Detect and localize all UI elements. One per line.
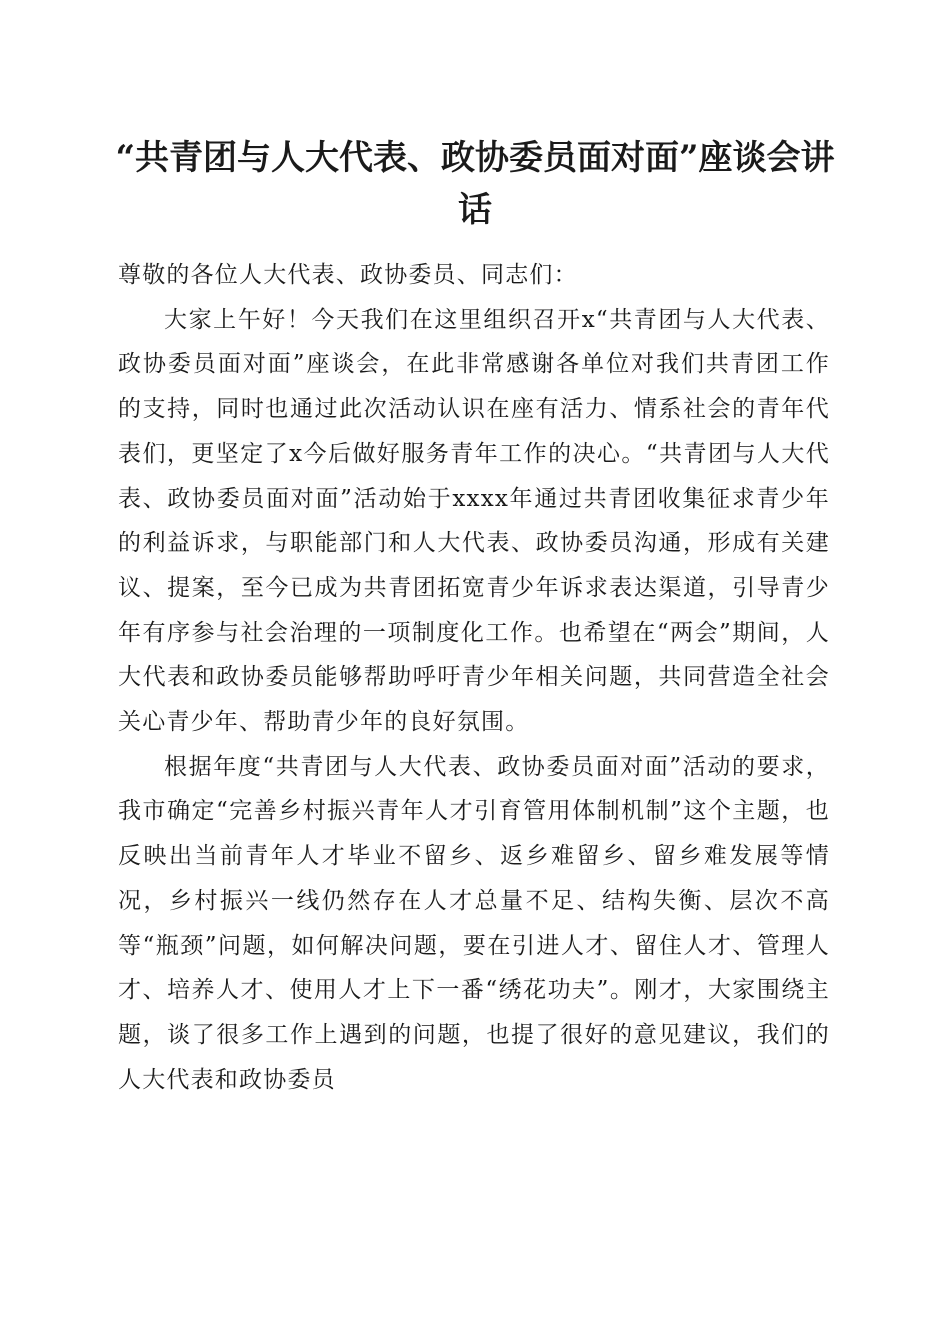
salutation: 尊敬的各位人大代表、政协委员、同志们： — [118, 262, 578, 288]
paragraph-1: 大家上午好！今天我们在这里组织召开x“共青团与人大代表、政协委员面对面”座谈会，在此非常感谢各单位对我们共青团工作的支持，同时也通过此次活动认识在座有活力、情系社会的青年代表们，更坚定了x今后做好服务青年工作的决心。“共青团与人大代表、政协委员面对面”活动始于xxxx年通过共青团收集征求青少年的利益诉求，与职能部门和人大代表、政协委员沟通，形成有关建议、提案，至今已成为共青团拓宽青少年诉求表达渠道，引导青少年有序参与社会治理的一项制度化工作。也希望在“两会”期间，人大代表和政协委员能够帮助呼吁青少年相关问题，共同营造全社会关心青少年、帮助青少年的良好氛围。 — [118, 306, 830, 736]
document-title: “共青团与人大代表、政协委员面对面”座谈会讲话 — [115, 138, 835, 230]
document-body — [118, 253, 830, 1102]
paragraph-2: 根据年度“共青团与人大代表、政协委员面对面”活动的要求，我市确定“完善乡村振兴青年人才引育管用体制机制”这个主题，也反映出当前青年人才毕业不留乡、返乡难留乡、留乡难发展等情况，乡村振兴一线仍然存在人才总量不足、结构失衡、层次不高等“瓶颈”问题，如何解决问题，要在引进人才、留住人才、管理人才、培养人才、使用人才上下一番“绣花功夫”。刚才，大家围绕主题，谈了很多工作上遇到的问题，也提了很好的意见建议，我们的人大代表和政协委员 — [118, 753, 830, 1093]
